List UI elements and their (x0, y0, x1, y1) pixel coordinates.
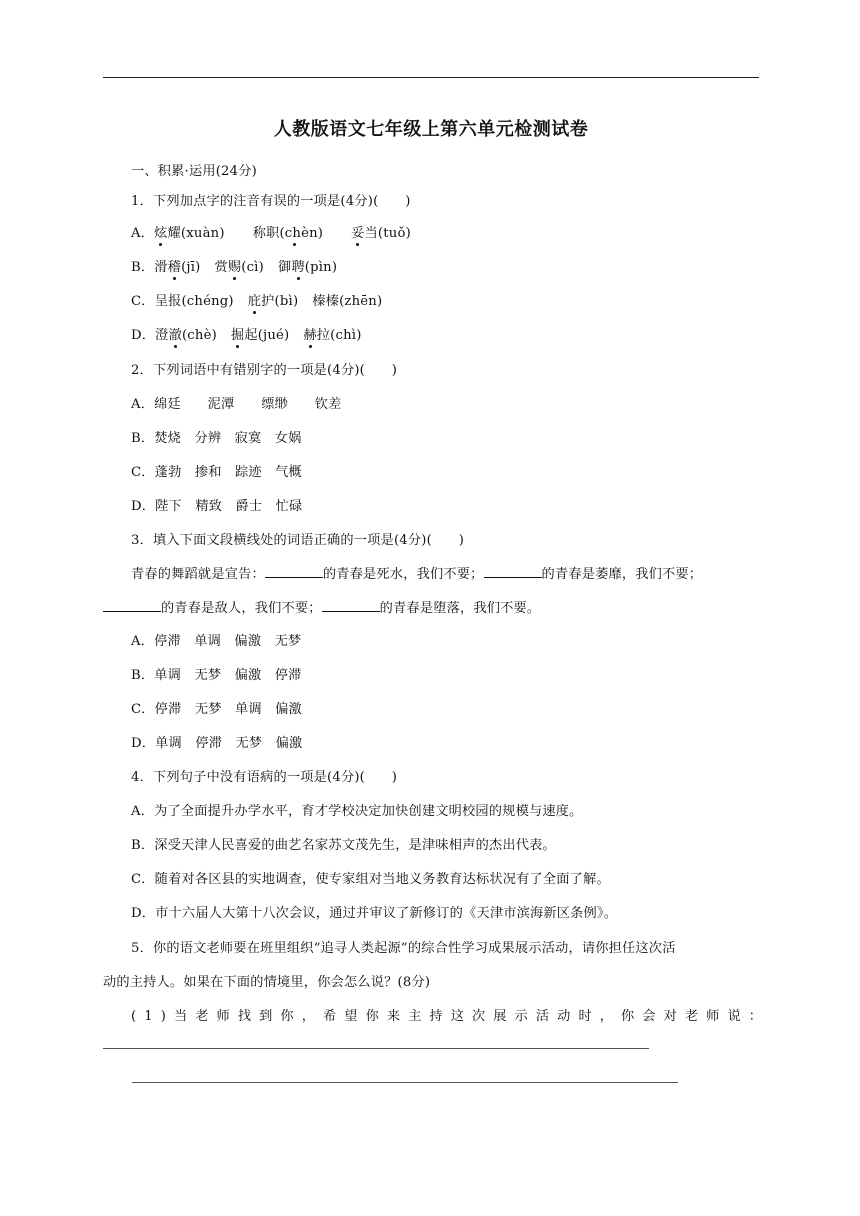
q1-option-b: B．滑稽(jī) 赏赐(cì) 御聘(pìn) (131, 260, 338, 275)
q3-option-d: D．单调 停滞 无梦 偏激 (131, 736, 303, 751)
q3-passage-line-2: 的青春是敌人，我们不要； 的青春是堕落，我们不要。 (103, 597, 540, 616)
q3-option-c: C．停滞 无梦 单调 偏激 (131, 702, 302, 717)
q2-option-b: B．焚烧 分辨 寂寞 女娲 (131, 431, 302, 446)
question-5-stem-line-2: 动的主持人。如果在下面的情境里，你会怎么说？(8分) (103, 975, 431, 990)
fill-blank (265, 565, 323, 578)
q1-option-a: A．炫耀(xuàn) 称职(chèn) 妥当(tuǒ) (131, 226, 411, 241)
q3-option-b: B．单调 无梦 偏激 停滞 (131, 668, 302, 683)
question-5-stem-line-1: 5．你的语文老师要在班里组织“追寻人类起源”的综合性学习成果展示活动，请你担任这次活 (131, 941, 676, 956)
q4-option-d: D．市十六届人大第十八次会议，通过并审议了新修订的《天津市滨海新区条例》。 (131, 906, 618, 921)
q3-option-a: A．停滞 单调 偏激 无梦 (131, 634, 302, 649)
q4-option-a: A．为了全面提升办学水平，育才学校决定加快创建文明校园的规模与速度。 (131, 804, 583, 819)
q2-option-a: A．绵廷 泥潭 缥缈 钦差 (131, 397, 342, 412)
q2-option-c: C．蓬勃 掺和 踪迹 气概 (131, 465, 302, 480)
q1-option-d: D．澄澈(chè) 掘起(jué) 赫拉(chì) (131, 328, 362, 343)
page-title: 人教版语文七年级上第六单元检测试卷 (273, 119, 589, 140)
q4-option-b: B．深受天津人民喜爱的曲艺名家苏文茂先生，是津味相声的杰出代表。 (131, 838, 556, 853)
q1-option-c: C．呈报(chéng) 庇护(bì) 榛榛(zhēn) (131, 294, 383, 309)
question-3-stem: 3．填入下面文段横线处的词语正确的一项是(4分)( ) (131, 533, 465, 548)
fill-blank (322, 599, 380, 612)
fill-blank (103, 599, 161, 612)
q4-option-c: C．随着对各区县的实地调查，使专家组对当地义务教育达标状况有了全面了解。 (131, 872, 610, 887)
question-4-stem: 4．下列句子中没有语病的一项是(4分)( ) (131, 770, 398, 785)
question-1-stem: 1．下列加点字的注音有误的一项是(4分)( ) (131, 194, 411, 209)
header-rule (103, 77, 759, 78)
q3-passage-line-1: 青春的舞蹈就是宣告： 的青春是死水，我们不要； 的青春是萎靡，我们不要； (131, 567, 703, 582)
q5-sub-question-1: (1)当老师找到你，希望你来主持这次展示活动时，你会对老师说： (131, 1009, 771, 1024)
fill-blank (484, 565, 542, 578)
answer-line-1[interactable] (103, 1048, 649, 1049)
section-heading: 一、积累·运用(24分) (131, 164, 257, 179)
answer-line-2[interactable] (132, 1082, 678, 1083)
q2-option-d: D．陛下 精致 爵士 忙碌 (131, 499, 303, 514)
question-2-stem: 2．下列词语中有错别字的一项是(4分)( ) (131, 363, 398, 378)
